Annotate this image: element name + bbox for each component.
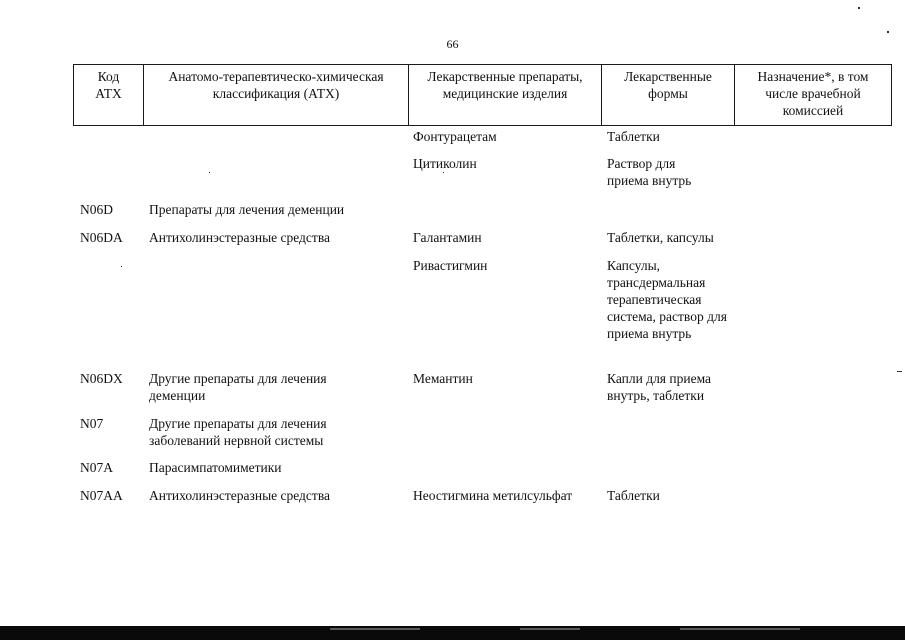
scan-speck: [887, 31, 889, 33]
atc-classification: Антихолинэстеразные средства: [149, 230, 331, 245]
atc-classification: Препараты для лечения деменции: [149, 202, 345, 217]
header-classification-line: классификация (АТХ): [212, 86, 340, 101]
page-number: 66: [446, 37, 459, 51]
table-header: [73, 64, 892, 126]
header-code: [74, 65, 144, 125]
scan-speck: [209, 172, 210, 173]
drug-name: Мемантин: [413, 371, 473, 386]
scan-edge-bar: [0, 626, 905, 640]
atc-code: N07AA: [80, 488, 123, 503]
atc-code: N06D: [80, 202, 113, 217]
header-purpose-line: Назначение*, в том: [757, 69, 869, 84]
scan-noise: [680, 628, 800, 630]
scan-speck: [121, 266, 122, 267]
header-code-line: Код: [97, 69, 120, 84]
header-purpose-line: числе врачебной: [765, 86, 861, 101]
header-classification-line: Анатомо-терапевтическо-химическая: [168, 69, 384, 84]
atc-classification: Другие препараты для лечения заболеваний нервной системы: [149, 416, 327, 448]
dosage-form: Таблетки, капсулы: [607, 230, 714, 245]
atc-code: N07: [80, 416, 104, 431]
drug-name: Цитиколин: [413, 156, 477, 171]
dosage-form: Капли для приема внутрь, таблетки: [607, 371, 712, 403]
header-forms: [602, 65, 735, 125]
drug-name: Галантамин: [413, 230, 482, 245]
scan-speck: [443, 172, 444, 173]
header-drugs: [409, 65, 602, 125]
atc-code: N06DA: [80, 230, 123, 245]
header-forms-line: Лекарственные: [624, 69, 712, 84]
dosage-form: Таблетки: [607, 129, 660, 144]
drug-name: Ривастигмин: [413, 258, 488, 273]
drug-name: Неостигмина метилсульфат: [413, 488, 573, 503]
header-purpose: [735, 65, 891, 125]
header-drugs-line: медицинские изделия: [442, 86, 568, 101]
atc-classification: Другие препараты для лечения деменции: [149, 371, 327, 403]
scan-speck: [858, 7, 860, 9]
drug-name: Фонтурацетам: [413, 129, 497, 144]
header-classification: [144, 65, 409, 125]
dosage-form: Таблетки: [607, 488, 660, 503]
header-forms-line: формы: [648, 86, 688, 101]
atc-classification: Антихолинэстеразные средства: [149, 488, 331, 503]
atc-classification: Парасимпатомиметики: [149, 460, 282, 475]
header-drugs-line: Лекарственные препараты,: [427, 69, 583, 84]
atc-code: N07A: [80, 460, 113, 475]
header-code-line: АТХ: [95, 86, 122, 101]
header-purpose-line: комиссией: [782, 103, 844, 118]
scan-noise: [330, 628, 420, 630]
scan-speck: [897, 371, 902, 372]
dosage-form: Капсулы, трансдермальная терапевтическая система, раствор для приема внутрь: [607, 258, 727, 341]
atc-code: N06DX: [80, 371, 123, 386]
dosage-form: Раствор для приема внутрь: [607, 156, 692, 188]
scan-noise: [520, 628, 580, 630]
